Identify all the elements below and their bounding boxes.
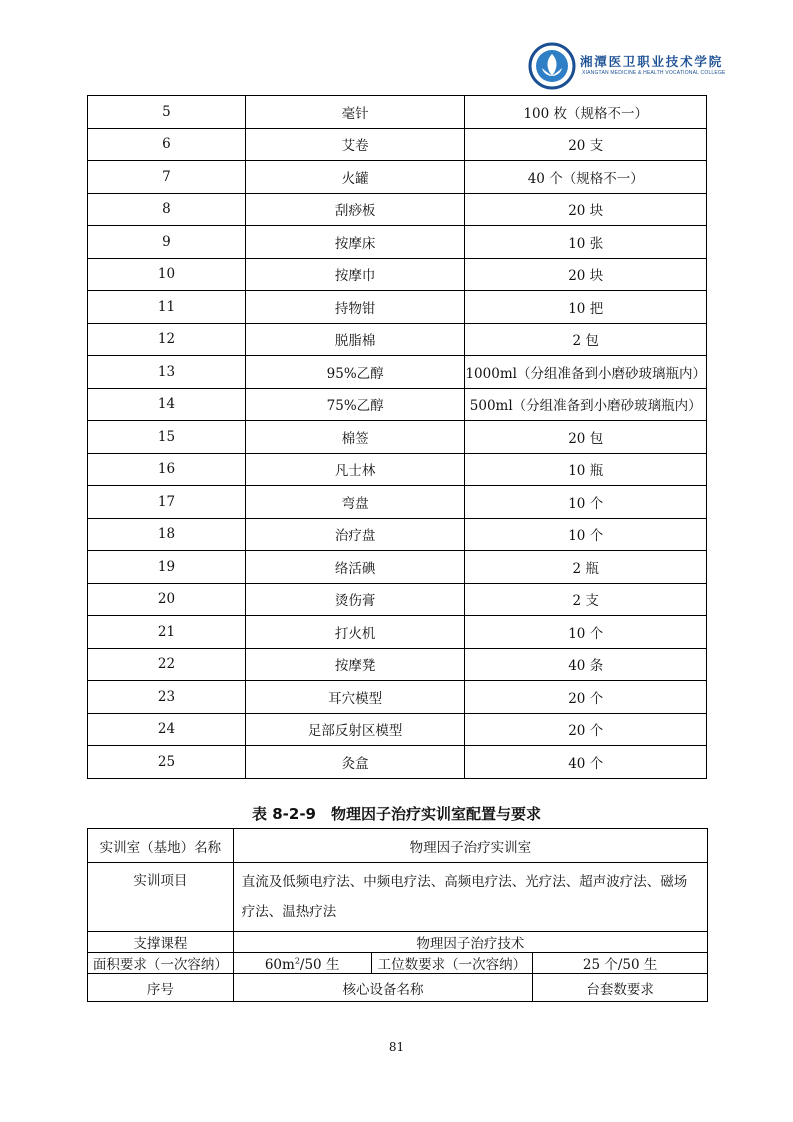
item-number: 6 <box>88 128 246 161</box>
item-number: 15 <box>88 421 246 454</box>
item-name: 棉签 <box>245 421 465 454</box>
item-name: 75%乙醇 <box>245 388 465 421</box>
item-number: 25 <box>88 746 246 779</box>
project-value: 直流及低频电疗法、中频电疗法、高频电疗法、光疗法、超声波疗法、磁场疗法、温热疗法 <box>233 863 707 932</box>
table-row <box>88 551 707 584</box>
item-quantity: 20 块 <box>465 258 707 291</box>
table-row <box>88 583 707 616</box>
table-row <box>88 356 707 389</box>
item-quantity: 2 瓶 <box>465 551 707 584</box>
item-number: 22 <box>88 648 246 681</box>
item-number: 10 <box>88 258 246 291</box>
college-logo <box>528 42 726 94</box>
item-quantity: 20 个 <box>465 681 707 714</box>
table-row <box>88 258 707 291</box>
table-row <box>88 453 707 486</box>
item-name: 耳穴模型 <box>245 681 465 714</box>
table-row <box>88 713 707 746</box>
table-row <box>88 128 707 161</box>
item-number: 12 <box>88 323 246 356</box>
item-name: 凡士林 <box>245 453 465 486</box>
item-number: 19 <box>88 551 246 584</box>
item-name: 络活碘 <box>245 551 465 584</box>
area-value: $60m^2/50$ 生 <box>233 953 371 974</box>
item-quantity: 100 枚（规格不一） <box>465 96 707 129</box>
item-name: 打火机 <box>245 616 465 649</box>
item-quantity: 1000ml（分组准备到小磨砂玻璃瓶内） <box>465 356 707 389</box>
item-number: 7 <box>88 161 246 194</box>
table-row <box>88 421 707 454</box>
item-name: 持物钳 <box>245 291 465 324</box>
course-row <box>88 932 708 953</box>
item-name: 刮痧板 <box>245 193 465 226</box>
table-row <box>88 486 707 519</box>
item-name: 治疗盘 <box>245 518 465 551</box>
item-number: 5 <box>88 96 246 129</box>
item-number: 20 <box>88 583 246 616</box>
item-name: 脱脂棉 <box>245 323 465 356</box>
item-name: 95%乙醇 <box>245 356 465 389</box>
col-equipment-header: 核心设备名称 <box>233 974 533 1002</box>
room-label: 实训室（基地）名称 <box>88 829 234 863</box>
item-number: 14 <box>88 388 246 421</box>
item-number: 8 <box>88 193 246 226</box>
item-name: 毫针 <box>245 96 465 129</box>
item-name: 烫伤膏 <box>245 583 465 616</box>
logo-english-name: XIANGTAN MEDICINE & HEALTH VOCATIONAL COLLEGE <box>582 70 726 76</box>
project-row <box>88 863 708 932</box>
item-quantity: 10 个 <box>465 486 707 519</box>
item-quantity: 20 支 <box>465 128 707 161</box>
item-number: 13 <box>88 356 246 389</box>
consumables-table <box>87 95 707 779</box>
table-row <box>88 746 707 779</box>
item-number: 21 <box>88 616 246 649</box>
col-sets-header: 台套数要求 <box>533 974 708 1002</box>
item-number: 24 <box>88 713 246 746</box>
item-name: 按摩床 <box>245 226 465 259</box>
item-quantity: 10 瓶 <box>465 453 707 486</box>
item-quantity: 10 张 <box>465 226 707 259</box>
table-row <box>88 648 707 681</box>
table-row <box>88 323 707 356</box>
item-name: 艾卷 <box>245 128 465 161</box>
project-label: 实训项目 <box>88 863 234 932</box>
equipment-header-row <box>88 974 708 1002</box>
item-number: 16 <box>88 453 246 486</box>
item-quantity: 500ml（分组准备到小磨砂玻璃瓶内） <box>465 388 707 421</box>
item-number: 9 <box>88 226 246 259</box>
area-label: 面积要求（一次容纳） <box>88 953 234 974</box>
room-value: 物理因子治疗实训室 <box>233 829 707 863</box>
item-quantity: 2 包 <box>465 323 707 356</box>
item-quantity: 40 个（规格不一） <box>465 161 707 194</box>
table-row <box>88 193 707 226</box>
table-row <box>88 96 707 129</box>
table-row <box>88 161 707 194</box>
table-row <box>88 388 707 421</box>
item-quantity: 10 个 <box>465 616 707 649</box>
item-number: 23 <box>88 681 246 714</box>
item-name: 弯盘 <box>245 486 465 519</box>
item-quantity: 20 块 <box>465 193 707 226</box>
table-row <box>88 291 707 324</box>
college-emblem-icon <box>528 42 576 90</box>
col-seq-header: 序号 <box>88 974 234 1002</box>
item-quantity: 10 把 <box>465 291 707 324</box>
item-quantity: 2 支 <box>465 583 707 616</box>
table-title: 表 8-2-9 物理因子治疗实训室配置与要求 <box>252 805 541 823</box>
item-name: 灸盒 <box>245 746 465 779</box>
item-quantity: 40 个 <box>465 746 707 779</box>
room-row <box>88 829 708 863</box>
item-quantity: 20 个 <box>465 713 707 746</box>
item-quantity: 10 个 <box>465 518 707 551</box>
course-value: 物理因子治疗技术 <box>233 932 707 953</box>
item-name: 按摩巾 <box>245 258 465 291</box>
stations-label: 工位数要求（一次容纳） <box>371 953 533 974</box>
table-row <box>88 226 707 259</box>
item-quantity: 40 条 <box>465 648 707 681</box>
item-name: 按摩凳 <box>245 648 465 681</box>
table-row <box>88 681 707 714</box>
stations-value: 25 个/50 生 <box>533 953 708 974</box>
item-number: 17 <box>88 486 246 519</box>
requirements-table <box>87 828 708 1002</box>
item-name: 足部反射区模型 <box>245 713 465 746</box>
page-number: 81 <box>388 1040 405 1054</box>
item-number: 11 <box>88 291 246 324</box>
course-label: 支撑课程 <box>88 932 234 953</box>
item-name: 火罐 <box>245 161 465 194</box>
item-quantity: 20 包 <box>465 421 707 454</box>
table-row <box>88 518 707 551</box>
area-row <box>88 953 708 974</box>
item-number: 18 <box>88 518 246 551</box>
table-row <box>88 616 707 649</box>
logo-chinese-name: 湘潭医卫职业技术学院 <box>580 54 724 69</box>
